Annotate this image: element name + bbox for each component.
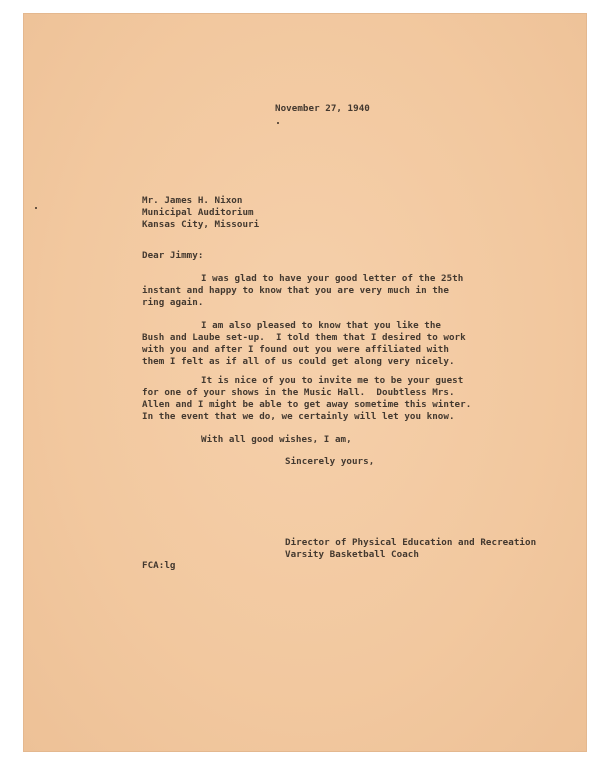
signature-title: Varsity Basketball Coach xyxy=(285,549,419,560)
paragraph-line: Bush and Laube set-up. I told them that I desired to work xyxy=(142,332,466,343)
address-line: Municipal Auditorium xyxy=(142,207,254,218)
paragraph-line: In the event that we do, we certainly will let you know. xyxy=(142,411,455,422)
letter-date: November 27, 1940 xyxy=(275,103,370,114)
paragraph-line: instant and happy to know that you are very much in the xyxy=(142,285,449,296)
paragraph-line: ring again. xyxy=(142,297,204,308)
paragraph-line: Allen and I might be able to get away sometime this winter. xyxy=(142,399,472,410)
paragraph-line: It is nice of you to invite me to be your guest xyxy=(201,375,464,386)
paragraph-line: for one of your shows in the Music Hall. Doubtless Mrs. xyxy=(142,387,455,398)
ink-speck xyxy=(277,122,279,124)
paragraph-line: I was glad to have your good letter of the 25th xyxy=(201,273,464,284)
paragraph-line: with you and after I found out you were affiliated with xyxy=(142,344,449,355)
paragraph-line: them I felt as if all of us could get along very nicely. xyxy=(142,356,455,367)
reference-initials: FCA:lg xyxy=(142,560,176,571)
paragraph-line: I am also pleased to know that you like the xyxy=(201,320,441,331)
closing-wishes: With all good wishes, I am, xyxy=(201,434,352,445)
address-line: Kansas City, Missouri xyxy=(142,219,260,230)
complimentary-close: Sincerely yours, xyxy=(285,456,375,467)
address-line: Mr. James H. Nixon xyxy=(142,195,243,206)
ink-speck xyxy=(35,207,37,209)
signature-title: Director of Physical Education and Recreation xyxy=(285,537,537,548)
salutation: Dear Jimmy: xyxy=(142,250,204,261)
